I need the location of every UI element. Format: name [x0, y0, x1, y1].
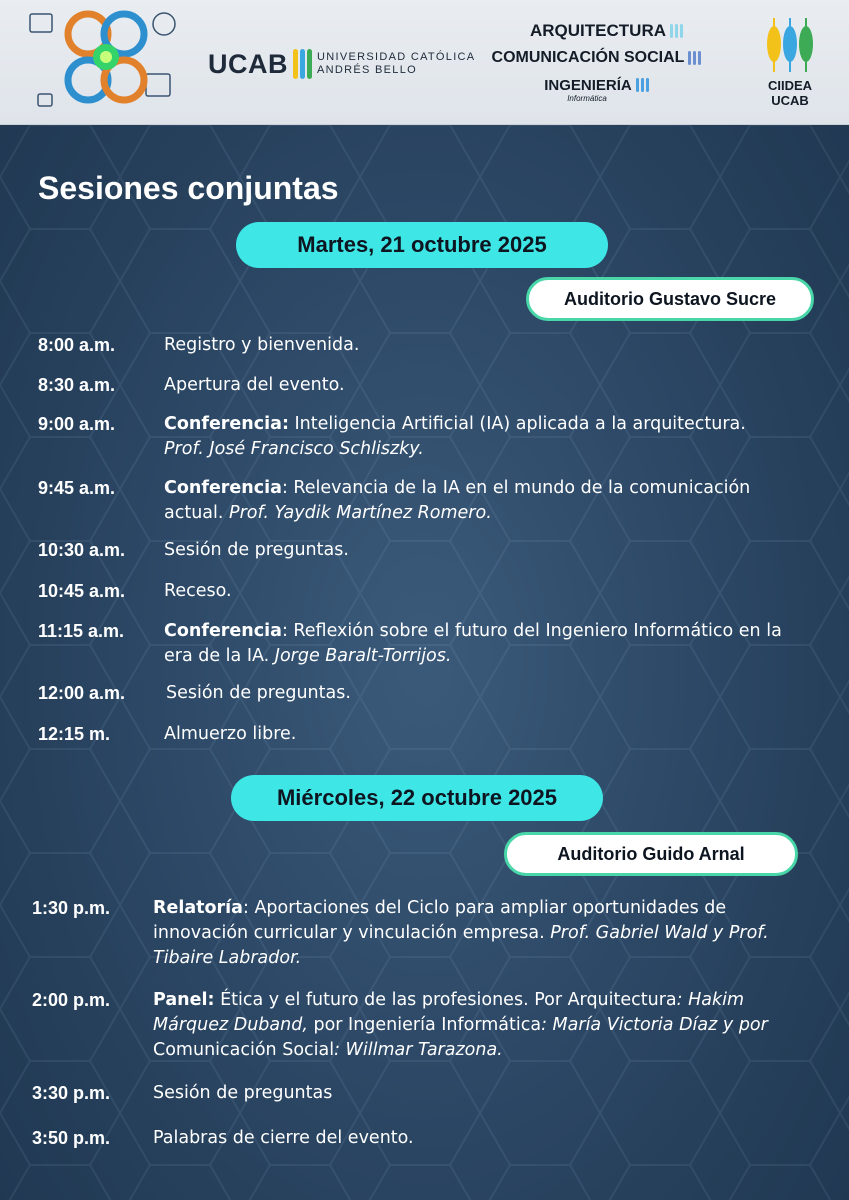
- session-text: : Aportaciones del Ciclo para ampliar oportunidades de innovación curricular y vinculación empresa.: [153, 898, 727, 943]
- session-time: 11:15 a.m.: [38, 621, 125, 641]
- speaker-name: : María Victoria Díaz y por: [541, 1015, 768, 1035]
- ciidea-logo: [760, 16, 820, 108]
- session-text: : Reflexión sobre el futuro del Ingeniero Informático en la era de la IA.: [164, 621, 782, 666]
- session-description: [164, 373, 345, 398]
- session-description: [164, 333, 359, 358]
- session-type-label: Relatoría: [153, 898, 243, 918]
- session-text: Registro y bienvenida.: [164, 335, 360, 355]
- session-time: 3:30 p.m.: [32, 1083, 111, 1103]
- faculty-bars-icon: [669, 24, 684, 38]
- schedule-row: [38, 579, 808, 604]
- speaker-name: : Hakim Márquez Duband,: [153, 990, 745, 1035]
- day1-date-pill: Martes, 21 octubre 2025: [236, 222, 608, 268]
- session-time: 8:30 a.m.: [38, 375, 116, 395]
- schedule-row: [32, 988, 812, 1063]
- session-type-label: Panel:: [153, 990, 215, 1010]
- session-time: 9:45 a.m.: [38, 478, 116, 498]
- session-time: 8:00 a.m.: [38, 335, 116, 355]
- day2-date-pill: Miércoles, 22 octubre 2025: [231, 775, 603, 821]
- session-description: [166, 681, 351, 706]
- ucab-wordmark: UCAB: [208, 48, 288, 79]
- session-type-label: Conferencia: [164, 621, 282, 641]
- schedule-row: [38, 373, 808, 398]
- session-time: 10:45 a.m.: [38, 581, 126, 601]
- ucab-full-name: UNIVERSIDAD CATÓLICA ANDRÉS BELLO: [317, 51, 476, 76]
- faculty-logos: [482, 18, 712, 103]
- ucab-drops-icon: [292, 49, 313, 79]
- session-description: [153, 988, 803, 1063]
- speaker-name: : Willmar Tarazona.: [334, 1040, 503, 1060]
- schedule-row: [38, 412, 808, 462]
- session-time: 3:50 p.m.: [32, 1128, 111, 1148]
- ciidea-drops-icon: [765, 16, 815, 74]
- page-title: Sesiones conjuntas: [38, 170, 339, 206]
- faculty-comunicacion-social: COMUNICACIÓN SOCIAL: [482, 44, 712, 72]
- session-time: 12:00 a.m.: [38, 683, 126, 703]
- schedule-row: [38, 722, 808, 747]
- day1-venue-pill: Auditorio Gustavo Sucre: [526, 277, 814, 321]
- session-text: Comunicación Social: [153, 1040, 335, 1060]
- faculty-bars-icon: [687, 51, 702, 65]
- session-text: Ética y el futuro de las profesiones. Por Arquitectura: [214, 990, 677, 1010]
- ucab-logo: [208, 44, 475, 84]
- session-text: Sesión de preguntas.: [164, 540, 349, 560]
- faculty-ingenieria-sub: Informática: [567, 94, 607, 103]
- faculty-bars-icon: [635, 78, 650, 92]
- speaker-name: Prof. Gabriel Wald y Prof. Tibaire Labrador.: [153, 923, 769, 968]
- schedule-row: [32, 1081, 812, 1106]
- speaker-name: Jorge Baralt-Torrijos.: [274, 646, 452, 666]
- faculty-arquitectura: ARQUITECTURA: [502, 18, 712, 44]
- page-header: [0, 0, 849, 125]
- session-description: [164, 579, 232, 604]
- session-text: Inteligencia Artificial (IA) aplicada a la arquitectura.: [288, 414, 746, 434]
- faculty-ingenieria: INGENIERÍA: [482, 76, 712, 94]
- session-time: 2:00 p.m.: [32, 990, 111, 1010]
- session-text: : Relevancia de la IA en el mundo de la comunicación actual.: [164, 478, 751, 523]
- session-text: Sesión de preguntas.: [166, 683, 351, 703]
- session-description: [164, 412, 804, 462]
- session-description: [164, 619, 808, 669]
- session-text: Apertura del evento.: [164, 375, 345, 395]
- schedule-row: [38, 681, 808, 706]
- ciidea-label: CIIDEA UCAB: [767, 78, 813, 108]
- session-description: [153, 896, 793, 971]
- session-type-label: Conferencia: [164, 478, 282, 498]
- event-logo-icon: [28, 8, 183, 120]
- session-type-label: Conferencia:: [164, 414, 289, 434]
- session-description: [153, 1126, 414, 1151]
- session-time: 10:30 a.m.: [38, 540, 126, 560]
- schedule-row: [38, 538, 808, 563]
- session-text: Palabras de cierre del evento.: [153, 1128, 414, 1148]
- session-text: Sesión de preguntas: [153, 1083, 333, 1103]
- schedule-row: [32, 896, 812, 971]
- schedule-row: [38, 476, 808, 526]
- schedule-row: [32, 1126, 812, 1151]
- session-text: Almuerzo libre.: [164, 724, 297, 744]
- day2-venue-pill: Auditorio Guido Arnal: [504, 832, 798, 876]
- session-time: 9:00 a.m.: [38, 414, 116, 434]
- schedule-row: [38, 619, 808, 669]
- speaker-name: Prof. José Francisco Schliszky.: [164, 439, 424, 459]
- session-text: por Ingeniería Informática: [307, 1015, 542, 1035]
- session-time: 12:15 m.: [38, 724, 111, 744]
- session-description: [164, 538, 349, 563]
- schedule-row: [38, 333, 808, 358]
- session-time: 1:30 p.m.: [32, 898, 111, 918]
- session-description: [164, 476, 804, 526]
- session-description: [164, 722, 296, 747]
- session-description: [153, 1081, 332, 1106]
- speaker-name: Prof. Yaydik Martínez Romero.: [229, 503, 492, 523]
- session-text: Receso.: [164, 581, 232, 601]
